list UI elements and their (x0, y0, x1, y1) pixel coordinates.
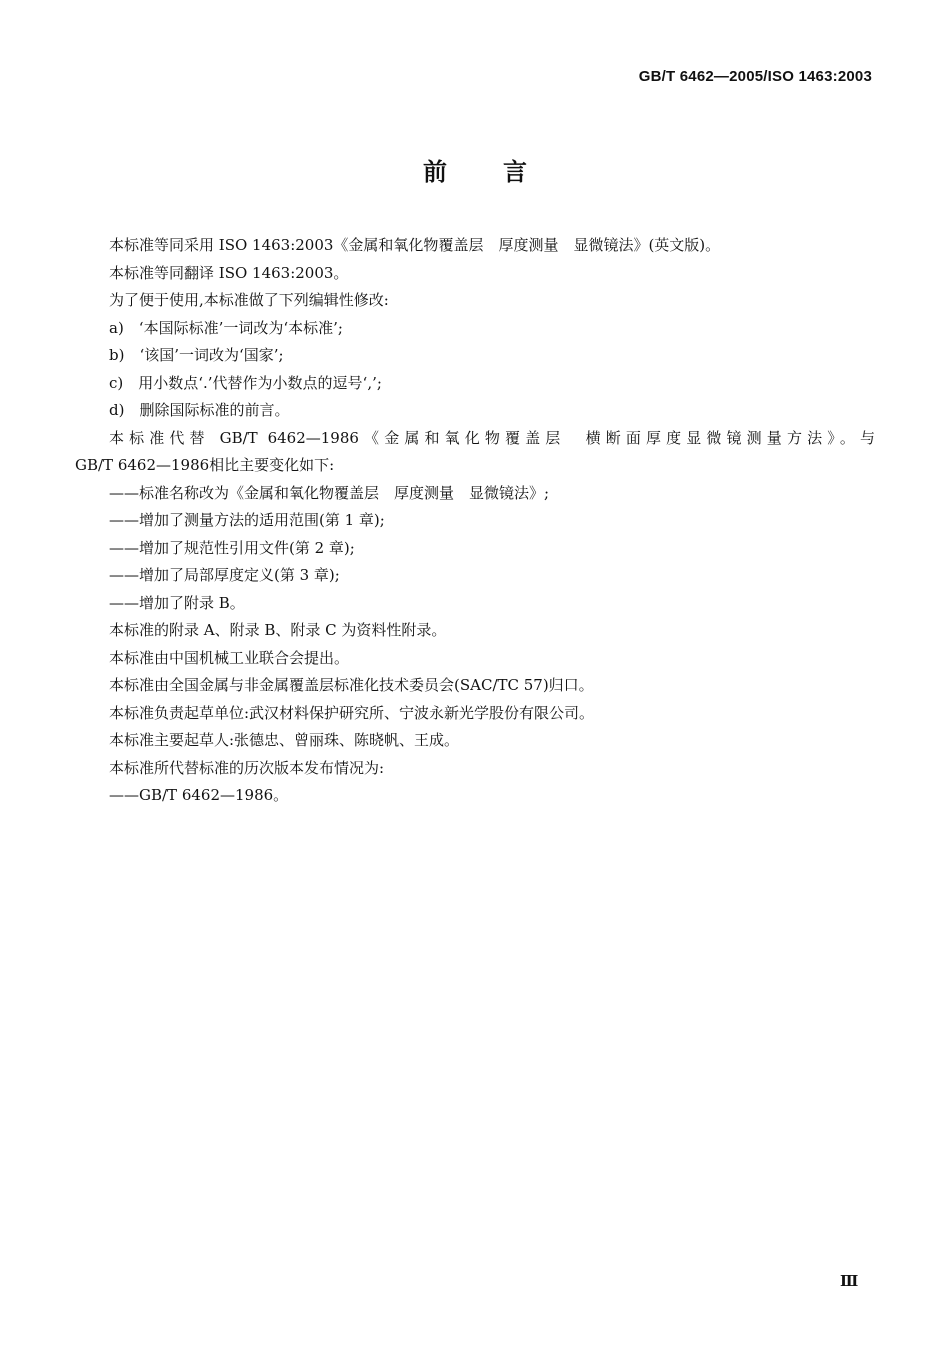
paragraph-translation: 本标准等同翻译 ISO 1463:2003。 (109, 263, 349, 282)
standard-number: GB/T 6462—2005/ISO 1463:2003 (638, 68, 872, 85)
paragraph-annexes: 本标准的附录 A、附录 B、附录 C 为资料性附录。 (109, 621, 447, 639)
history-item: ——GB/T 6462—1986。 (109, 786, 289, 804)
paragraph-history-intro: 本标准所代替标准的历次版本发布情况为: (109, 758, 385, 777)
page-title: 前言 (423, 158, 583, 186)
list-item-a: a) ‘本国际标准’一词改为‘本标准’; (109, 318, 343, 337)
list-item-d: d) 删除国际标准的前言。 (109, 401, 290, 419)
paragraph-adoption: 本标准等同采用 ISO 1463:2003《金属和氧化物覆盖层 厚度测量 显微镜法》(英文版)。 (109, 236, 721, 254)
change-item-references: ——增加了规范性引用文件(第 2 章); (109, 538, 355, 557)
change-item-title: ——标准名称改为《金属和氧化物覆盖层 厚度测量 显微镜法》; (109, 483, 550, 502)
paragraph-replaces-continued: GB/T 6462—1986相比主要变化如下: (75, 456, 335, 474)
paragraph-centralized-by: 本标准由全国金属与非金属覆盖层标准化技术委员会(SAC/TC 57)归口。 (109, 676, 594, 694)
list-item-c: c) 用小数点‘.’代替作为小数点的逗号‘,’; (109, 373, 382, 392)
paragraph-drafting-units: 本标准负责起草单位:武汉材料保护研究所、宁波永新光学股份有限公司。 (109, 703, 595, 722)
foreword-body (75, 232, 875, 810)
paragraph-replaces: 本标准代替 GB/T 6462—1986《金属和氧化物覆盖层 横断面厚度显微镜测量方法》。与 (109, 428, 875, 447)
paragraph-edits-intro: 为了便于使用,本标准做了下列编辑性修改: (109, 291, 389, 309)
paragraph-drafters: 本标准主要起草人:张德忠、曾丽珠、陈晓帆、王成。 (109, 731, 460, 749)
page-number: Ⅲ (840, 1272, 859, 1290)
paragraph-proposed-by: 本标准由中国机械工业联合会提出。 (109, 648, 350, 667)
change-item-annex: ——增加了附录 B。 (109, 593, 245, 612)
change-item-scope: ——增加了测量方法的适用范围(第 1 章); (109, 511, 385, 529)
change-item-definition: ——增加了局部厚度定义(第 3 章); (109, 566, 340, 584)
list-item-b: b) ‘该国’一词改为‘国家’; (109, 346, 284, 364)
